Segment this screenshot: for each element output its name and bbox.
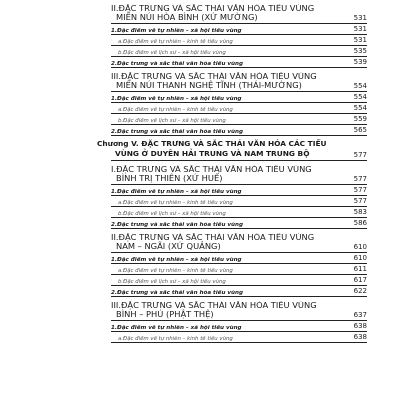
toc-page-number: 531 <box>353 14 367 22</box>
toc-entry-title: 1.Đặc điểm về tự nhiên – xã hội tiểu vùng <box>111 28 242 34</box>
toc-entry-title: b.Đặc điểm về lịch sử – xã hội tiểu vùng <box>118 279 226 285</box>
toc-page-number: 577 <box>353 175 367 183</box>
toc-row <box>111 264 367 275</box>
toc-page-number: 622 <box>353 287 367 295</box>
toc-row <box>111 207 367 218</box>
chapter-label: Chương V. <box>97 139 139 148</box>
toc-page-number: 531 <box>353 36 367 44</box>
toc-page-number: 565 <box>353 126 367 134</box>
toc-row <box>111 275 367 286</box>
toc-entry-title: 1.Đặc điểm về tự nhiên – xã hội tiểu vùng <box>111 325 242 331</box>
toc-row <box>111 297 367 321</box>
toc-row <box>111 0 367 24</box>
toc-row <box>111 125 367 136</box>
toc-entry-title <box>111 301 349 320</box>
toc-row <box>111 103 367 114</box>
toc-entry-title: a.Đặc điểm về tự nhiên – kinh tế tiểu vùng <box>118 336 233 342</box>
section-title-line2: BÌNH – PHÚ (PHẬT THỆ) <box>116 309 214 319</box>
chapter-title-line2: VÙNG Ở DUYÊN HẢI TRUNG VÀ NAM TRUNG BỘ <box>115 149 310 158</box>
toc-row <box>111 286 367 297</box>
section-title-line2: MIỀN NÚI THANH NGHỆ TĨNH (THÁI-MƯỜNG) <box>116 80 302 90</box>
toc-row <box>111 46 367 57</box>
toc-entry-title: 2.Đặc trưng và sắc thái văn hóa tiểu vùng <box>111 61 243 67</box>
toc-entry-title: a.Đặc điểm về tự nhiên – kinh tế tiểu vùng <box>118 107 233 113</box>
toc-page-number: 554 <box>353 82 367 90</box>
toc-row <box>111 332 367 343</box>
toc-page-number: 559 <box>353 115 367 123</box>
toc-row <box>111 57 367 68</box>
toc-page-number: 554 <box>353 104 367 112</box>
toc-entry-title <box>111 165 349 184</box>
toc-entry-title: 2.Đặc trưng và sắc thái văn hóa tiểu vùng <box>111 290 243 296</box>
toc-page-number: 535 <box>353 47 367 55</box>
toc-entry-title: a.Đặc điểm về tự nhiên – kinh tế tiểu vùng <box>118 200 233 206</box>
toc-row <box>97 136 367 161</box>
toc-entry-title: b.Đặc điểm về lịch sử – xã hội tiểu vùng <box>118 50 226 56</box>
toc-page-number: 586 <box>353 219 367 227</box>
toc-page-number: 583 <box>353 208 367 216</box>
toc-row <box>111 253 367 264</box>
toc-entry-title: a.Đặc điểm về tự nhiên – kinh tế tiểu vùng <box>118 39 233 45</box>
toc-entry-title: 2.Đặc trưng và sắc thái văn hóa tiểu vùng <box>111 129 243 135</box>
toc-entry-title: b.Đặc điểm về lịch sử – xã hội tiểu vùng <box>118 118 226 124</box>
toc-row <box>111 161 367 185</box>
toc-row <box>111 229 367 253</box>
toc-row <box>111 321 367 332</box>
toc-page-number: 611 <box>353 265 367 273</box>
toc-row <box>111 92 367 103</box>
section-title-line1: II.ĐẶC TRƯNG VÀ SẮC THÁI VĂN HÓA TIỂU VÙNG <box>111 4 315 13</box>
section-title-line1: III.ĐẶC TRƯNG VÀ SẮC THÁI VĂN HÓA TIỂU VÙNG <box>111 72 317 81</box>
toc-page-number: 554 <box>353 93 367 101</box>
toc-page-number: 637 <box>353 311 367 319</box>
toc-page-number: 638 <box>353 333 367 341</box>
section-title-line1: I.ĐẶC TRƯNG VÀ SẮC THÁI VĂN HÓA TIỂU VÙNG <box>111 165 312 174</box>
toc-page-number: 577 <box>353 151 367 159</box>
section-title-line1: III.ĐẶC TRƯNG VÀ SẮC THÁI VĂN HÓA TIỂU VÙNG <box>111 301 317 310</box>
toc-page-number: 638 <box>353 322 367 330</box>
toc-entry-title: 1.Đặc điểm về tự nhiên – xã hội tiểu vùng <box>111 189 242 195</box>
toc-entry-title <box>97 139 349 160</box>
toc-entry-title: 2.Đặc trưng và sắc thái văn hóa tiểu vùng <box>111 222 243 228</box>
table-of-contents <box>97 0 367 343</box>
section-title-line2: NAM – NGÃI (XỨ QUẢNG) <box>116 241 221 251</box>
chapter-title-line1: ĐẶC TRƯNG VÀ SẮC THÁI VĂN HÓA CÁC TIỂU <box>138 139 327 148</box>
toc-page-number: 610 <box>353 254 367 262</box>
toc-entry-title: a.Đặc điểm về tự nhiên – kinh tế tiểu vùng <box>118 268 233 274</box>
toc-row <box>111 185 367 196</box>
section-title-line2: MIỀN NÚI HÒA BÌNH (XỨ MƯỜNG) <box>116 12 258 22</box>
toc-entry-title <box>111 4 349 23</box>
section-title-line2: BÌNH TRỊ THIÊN (XỨ HUẾ) <box>116 173 223 183</box>
toc-entry-title: b.Đặc điểm về lịch sử – xã hội tiểu vùng <box>118 211 226 217</box>
toc-page-number: 531 <box>353 25 367 33</box>
toc-entry-title: 1.Đặc điểm về tự nhiên – xã hội tiểu vùng <box>111 96 242 102</box>
toc-page-number: 617 <box>353 276 367 284</box>
toc-row <box>111 24 367 35</box>
toc-row <box>111 196 367 207</box>
toc-entry-title <box>111 72 349 91</box>
toc-row <box>111 114 367 125</box>
toc-entry-title <box>111 233 349 252</box>
toc-row <box>111 68 367 92</box>
toc-page-number: 539 <box>353 58 367 66</box>
toc-page-number: 610 <box>353 243 367 251</box>
toc-page-number: 577 <box>353 197 367 205</box>
toc-page-number: 577 <box>353 186 367 194</box>
section-title-line1: II.ĐẶC TRƯNG VÀ SẮC THÁI VĂN HÓA TIỂU VÙNG <box>111 233 315 242</box>
toc-entry-title: 1.Đặc điểm về tự nhiên – xã hội tiểu vùng <box>111 257 242 263</box>
toc-row <box>111 35 367 46</box>
toc-row <box>111 218 367 229</box>
